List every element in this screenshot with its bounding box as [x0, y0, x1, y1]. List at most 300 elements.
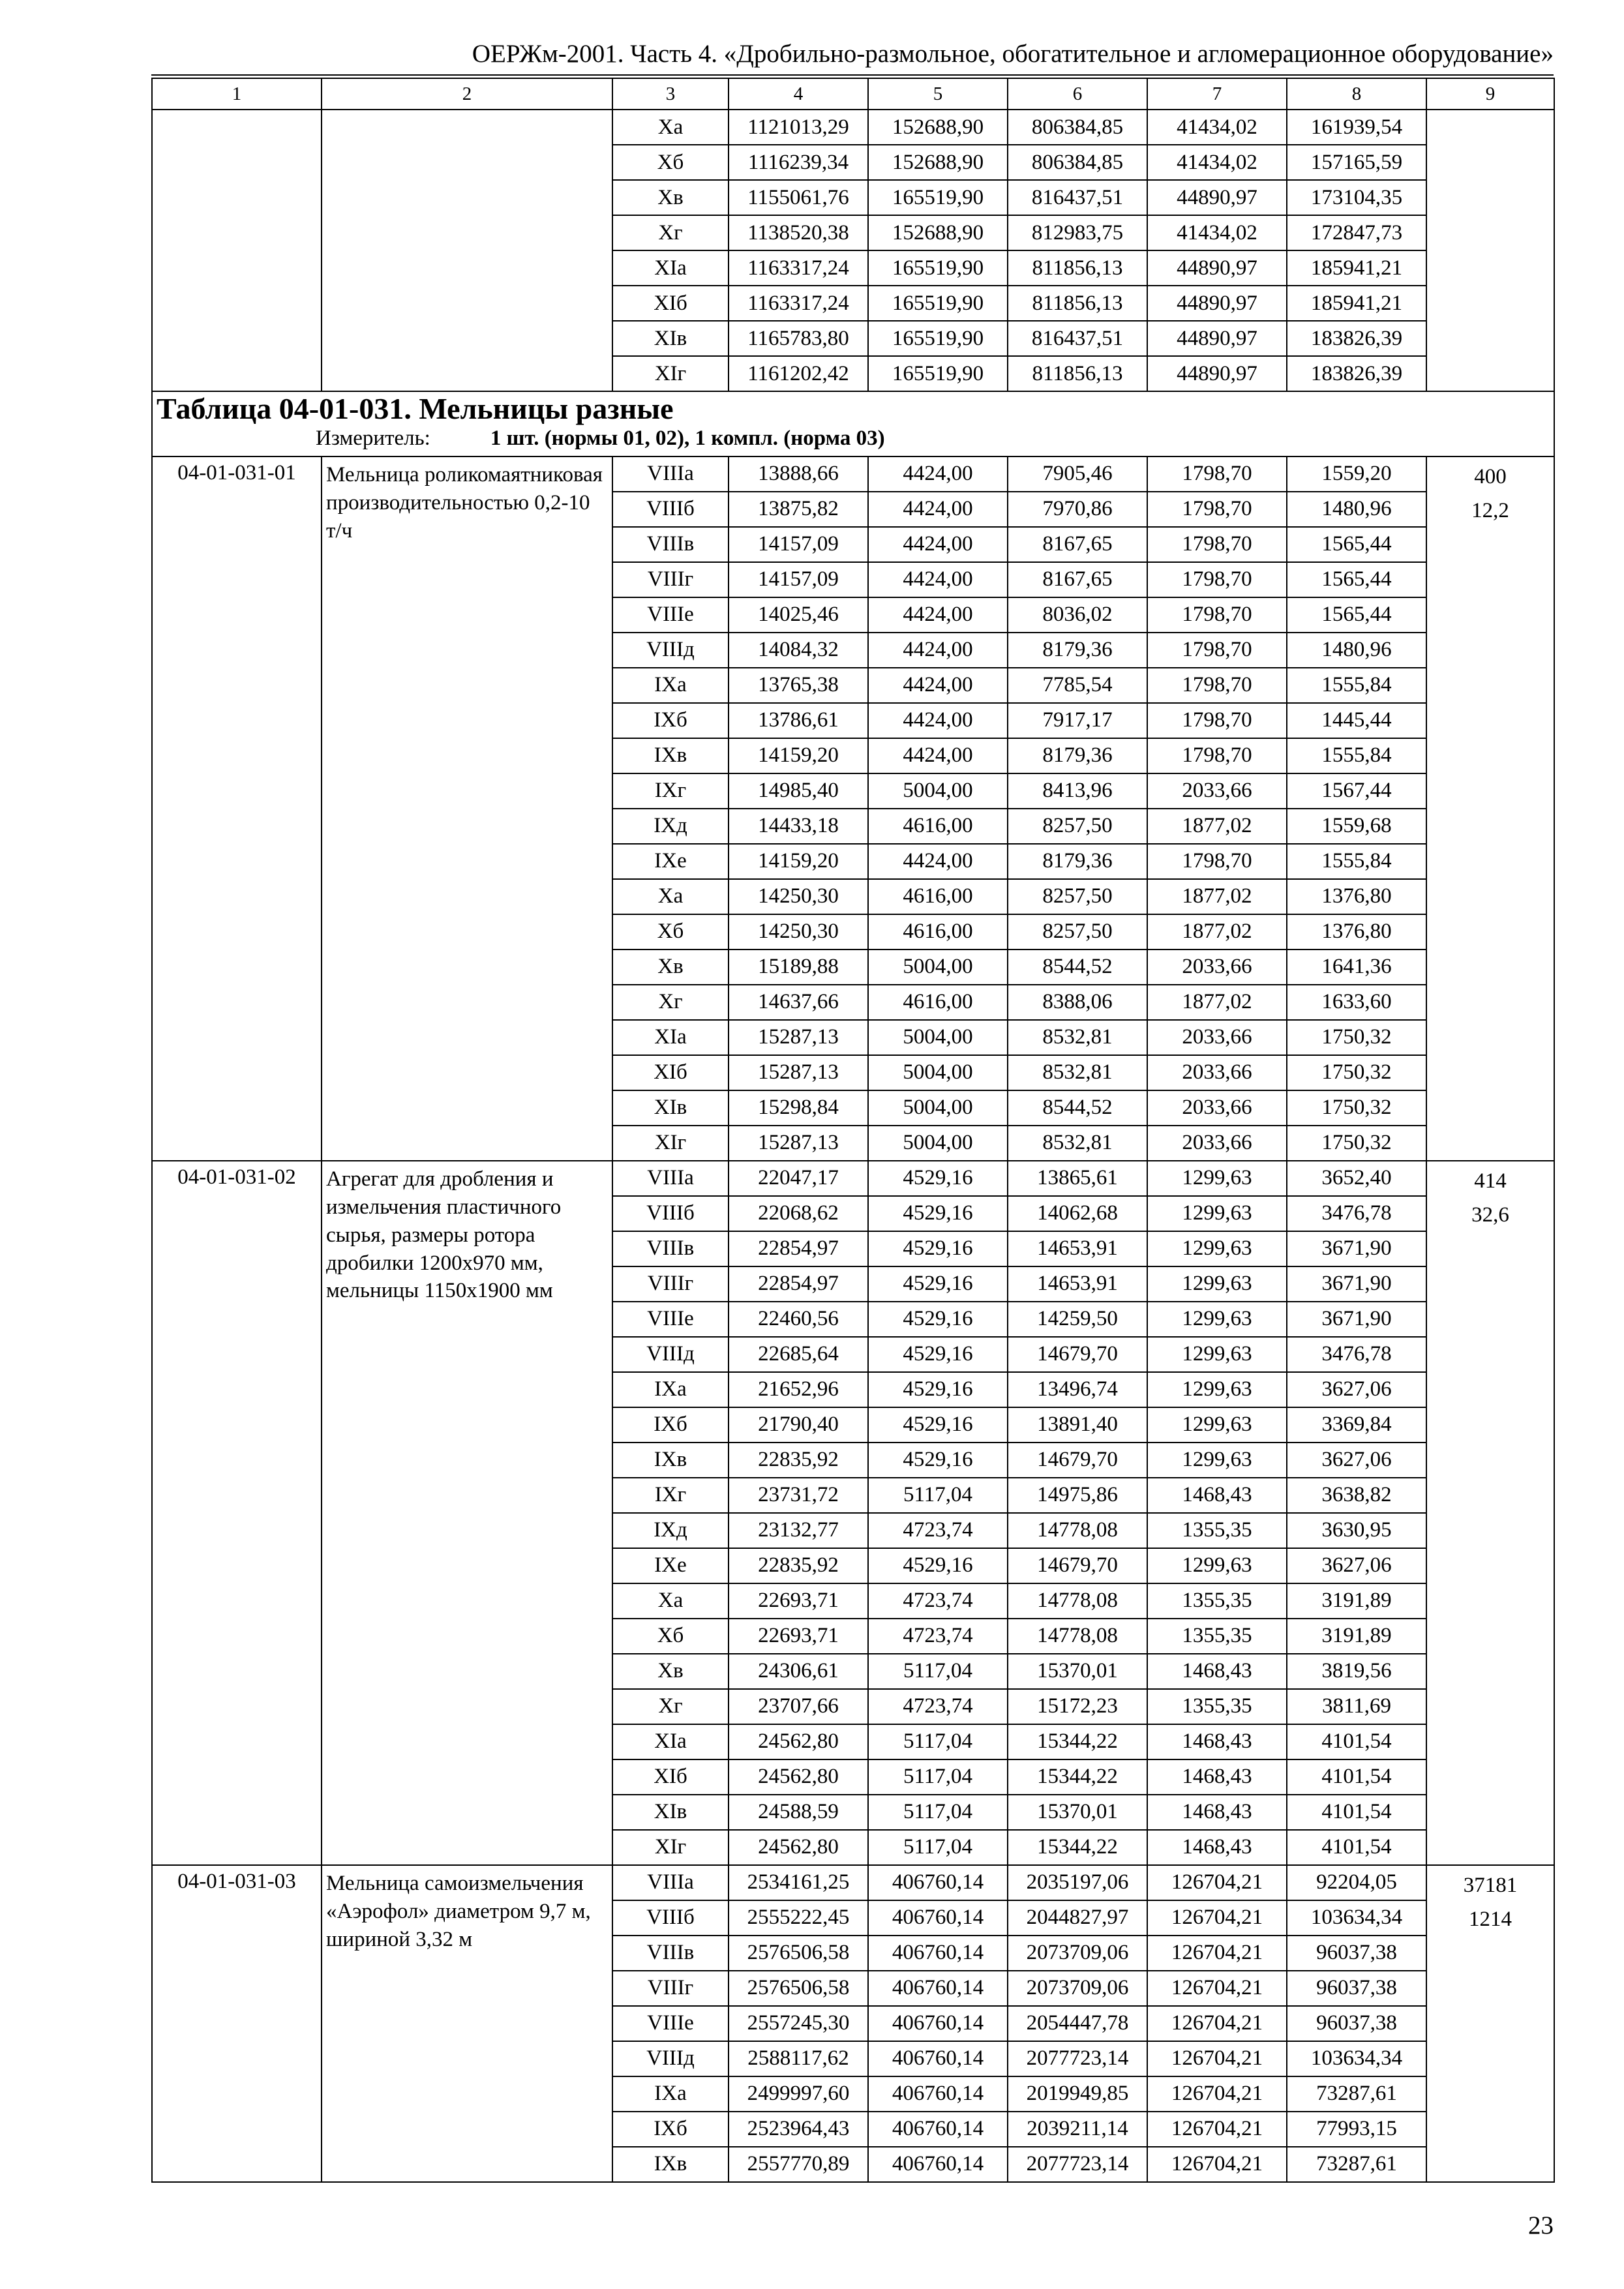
extra-value: 414	[1474, 1169, 1507, 1193]
labor-cost-cell: 406760,14	[868, 2147, 1008, 2182]
zone-cell: VIIIв	[612, 1231, 729, 1266]
operator-wage-cell: 1299,63	[1147, 1443, 1287, 1478]
labor-cost-cell: 4424,00	[868, 562, 1008, 597]
operator-wage-cell: 1798,70	[1147, 844, 1287, 879]
machine-cost-cell: 14975,86	[1008, 1478, 1147, 1513]
materials-cost-cell: 4101,54	[1287, 1795, 1426, 1830]
materials-cost-cell: 96037,38	[1287, 1936, 1426, 1971]
machine-cost-cell: 7905,46	[1008, 456, 1147, 492]
labor-cost-cell: 4424,00	[868, 492, 1008, 527]
zone-cell: IXб	[612, 2112, 729, 2147]
operator-wage-cell: 41434,02	[1147, 215, 1287, 250]
materials-cost-cell: 3476,78	[1287, 1337, 1426, 1372]
operator-wage-cell: 2033,66	[1147, 773, 1287, 809]
zone-cell: Xв	[612, 1654, 729, 1689]
labor-cost-cell: 4529,16	[868, 1407, 1008, 1443]
extra-value: 400	[1474, 464, 1507, 488]
labor-cost-cell: 406760,14	[868, 2076, 1008, 2112]
total-cost-cell: 24588,59	[729, 1795, 868, 1830]
materials-cost-cell: 1376,80	[1287, 914, 1426, 950]
total-cost-cell: 2557770,89	[729, 2147, 868, 2182]
machine-cost-cell: 8257,50	[1008, 914, 1147, 950]
code-cell: 04-01-031-01	[152, 456, 322, 1161]
operator-wage-cell: 1798,70	[1147, 597, 1287, 633]
operator-wage-cell: 44890,97	[1147, 286, 1287, 321]
labor-cost-cell: 5117,04	[868, 1759, 1008, 1795]
zone-cell: Xa	[612, 110, 729, 145]
operator-wage-cell: 1299,63	[1147, 1266, 1287, 1302]
zone-cell: Xг	[612, 215, 729, 250]
zone-cell: VIIIг	[612, 562, 729, 597]
total-cost-cell: 15189,88	[729, 950, 868, 985]
zone-cell: VIIIд	[612, 633, 729, 668]
header-title: ОЕРЖм-2001. Часть 4. «Дробильно-размольное, обогатительное и агломерационное оборудование»	[472, 40, 1554, 68]
machine-cost-cell: 14653,91	[1008, 1231, 1147, 1266]
zone-cell: XIг	[612, 1830, 729, 1865]
total-cost-cell: 22693,71	[729, 1583, 868, 1619]
code-cell: 04-01-031-02	[152, 1161, 322, 1865]
machine-cost-cell: 7785,54	[1008, 668, 1147, 703]
operator-wage-cell: 1798,70	[1147, 668, 1287, 703]
operator-wage-cell: 1355,35	[1147, 1619, 1287, 1654]
zone-cell: XIa	[612, 1020, 729, 1055]
machine-cost-cell: 2073709,06	[1008, 1936, 1147, 1971]
operator-wage-cell: 2033,66	[1147, 1126, 1287, 1161]
zone-cell: IXб	[612, 703, 729, 738]
materials-cost-cell: 4101,54	[1287, 1830, 1426, 1865]
zone-cell: XIв	[612, 1795, 729, 1830]
zone-cell: VIIIд	[612, 1337, 729, 1372]
total-cost-cell: 14025,46	[729, 597, 868, 633]
zone-cell: IXд	[612, 1513, 729, 1548]
operator-wage-cell: 126704,21	[1147, 2147, 1287, 2182]
labor-cost-cell: 4723,74	[868, 1689, 1008, 1724]
zone-cell: VIIIв	[612, 1936, 729, 1971]
total-cost-cell: 22460,56	[729, 1302, 868, 1337]
extra-value: 1214	[1469, 1907, 1512, 1931]
labor-cost-cell: 5004,00	[868, 1090, 1008, 1126]
operator-wage-cell: 126704,21	[1147, 2006, 1287, 2041]
total-cost-cell: 1155061,76	[729, 180, 868, 215]
materials-cost-cell: 1750,32	[1287, 1126, 1426, 1161]
machine-cost-cell: 7970,86	[1008, 492, 1147, 527]
operator-wage-cell: 1468,43	[1147, 1759, 1287, 1795]
materials-cost-cell: 1559,20	[1287, 456, 1426, 492]
machine-cost-cell: 2077723,14	[1008, 2041, 1147, 2076]
operator-wage-cell: 126704,21	[1147, 2112, 1287, 2147]
total-cost-cell: 24562,80	[729, 1724, 868, 1759]
machine-cost-cell: 14778,08	[1008, 1583, 1147, 1619]
materials-cost-cell: 161939,54	[1287, 110, 1426, 145]
operator-wage-cell: 1798,70	[1147, 562, 1287, 597]
zone-cell: VIIIa	[612, 1865, 729, 1900]
table-body	[152, 78, 1554, 2182]
total-cost-cell: 14157,09	[729, 562, 868, 597]
name-cell	[322, 110, 612, 391]
zone-cell: IXa	[612, 2076, 729, 2112]
zone-cell: VIIIв	[612, 527, 729, 562]
materials-cost-cell: 96037,38	[1287, 2006, 1426, 2041]
total-cost-cell: 15287,13	[729, 1055, 868, 1090]
machine-cost-cell: 14679,70	[1008, 1443, 1147, 1478]
machine-cost-cell: 806384,85	[1008, 110, 1147, 145]
total-cost-cell: 1163317,24	[729, 286, 868, 321]
machine-cost-cell: 2073709,06	[1008, 1971, 1147, 2006]
zone-cell: Xг	[612, 1689, 729, 1724]
total-cost-cell: 15298,84	[729, 1090, 868, 1126]
operator-wage-cell: 1468,43	[1147, 1654, 1287, 1689]
operator-wage-cell: 126704,21	[1147, 2076, 1287, 2112]
operator-wage-cell: 1468,43	[1147, 1478, 1287, 1513]
zone-cell: VIIIб	[612, 1900, 729, 1936]
machine-cost-cell: 811856,13	[1008, 250, 1147, 286]
machine-cost-cell: 15344,22	[1008, 1830, 1147, 1865]
labor-cost-cell: 4616,00	[868, 879, 1008, 914]
zone-cell: XIa	[612, 250, 729, 286]
total-cost-cell: 1163317,24	[729, 250, 868, 286]
total-cost-cell: 2588117,62	[729, 2041, 868, 2076]
column-number: 2	[322, 78, 612, 110]
zone-cell: Xв	[612, 180, 729, 215]
total-cost-cell: 21790,40	[729, 1407, 868, 1443]
name-cell: Мельница роликомаятниковая производительностью 0,2-10 т/ч	[322, 456, 612, 1161]
column-number: 9	[1426, 78, 1554, 110]
operator-wage-cell: 1299,63	[1147, 1302, 1287, 1337]
operator-wage-cell: 1355,35	[1147, 1513, 1287, 1548]
machine-cost-cell: 2019949,85	[1008, 2076, 1147, 2112]
operator-wage-cell: 1299,63	[1147, 1337, 1287, 1372]
labor-cost-cell: 152688,90	[868, 215, 1008, 250]
zone-cell: IXг	[612, 1478, 729, 1513]
total-cost-cell: 14157,09	[729, 527, 868, 562]
labor-cost-cell: 5004,00	[868, 1055, 1008, 1090]
total-cost-cell: 14159,20	[729, 738, 868, 773]
total-cost-cell: 13786,61	[729, 703, 868, 738]
zone-cell: VIIIб	[612, 1196, 729, 1231]
machine-cost-cell: 14778,08	[1008, 1513, 1147, 1548]
labor-cost-cell: 5004,00	[868, 773, 1008, 809]
labor-cost-cell: 4424,00	[868, 597, 1008, 633]
labor-cost-cell: 4529,16	[868, 1196, 1008, 1231]
operator-wage-cell: 2033,66	[1147, 1020, 1287, 1055]
total-cost-cell: 13765,38	[729, 668, 868, 703]
total-cost-cell: 1116239,34	[729, 145, 868, 180]
labor-cost-cell: 5117,04	[868, 1478, 1008, 1513]
materials-cost-cell: 3638,82	[1287, 1478, 1426, 1513]
operator-wage-cell: 126704,21	[1147, 2041, 1287, 2076]
total-cost-cell: 23132,77	[729, 1513, 868, 1548]
operator-wage-cell: 1468,43	[1147, 1830, 1287, 1865]
total-cost-cell: 24562,80	[729, 1759, 868, 1795]
labor-cost-cell: 406760,14	[868, 2041, 1008, 2076]
operator-wage-cell: 1468,43	[1147, 1724, 1287, 1759]
labor-cost-cell: 4616,00	[868, 914, 1008, 950]
materials-cost-cell: 183826,39	[1287, 356, 1426, 391]
materials-cost-cell: 1567,44	[1287, 773, 1426, 809]
materials-cost-cell: 3191,89	[1287, 1619, 1426, 1654]
labor-cost-cell: 165519,90	[868, 250, 1008, 286]
labor-cost-cell: 165519,90	[868, 356, 1008, 391]
labor-cost-cell: 406760,14	[868, 1900, 1008, 1936]
zone-cell: Xв	[612, 950, 729, 985]
materials-cost-cell: 1445,44	[1287, 703, 1426, 738]
machine-cost-cell: 8179,36	[1008, 844, 1147, 879]
machine-cost-cell: 816437,51	[1008, 321, 1147, 356]
operator-wage-cell: 41434,02	[1147, 145, 1287, 180]
total-cost-cell: 22854,97	[729, 1266, 868, 1302]
total-cost-cell: 14250,30	[729, 879, 868, 914]
extra-value: 32,6	[1471, 1203, 1509, 1227]
zone-cell: IXв	[612, 1443, 729, 1478]
materials-cost-cell: 3627,06	[1287, 1372, 1426, 1407]
zone-cell: Xб	[612, 914, 729, 950]
materials-cost-cell: 1555,84	[1287, 738, 1426, 773]
materials-cost-cell: 1555,84	[1287, 844, 1426, 879]
materials-cost-cell: 3476,78	[1287, 1196, 1426, 1231]
labor-cost-cell: 4424,00	[868, 456, 1008, 492]
zone-cell: VIIIг	[612, 1266, 729, 1302]
labor-cost-cell: 4723,74	[868, 1583, 1008, 1619]
zone-cell: IXв	[612, 738, 729, 773]
operator-wage-cell: 44890,97	[1147, 250, 1287, 286]
operator-wage-cell: 1798,70	[1147, 703, 1287, 738]
materials-cost-cell: 3652,40	[1287, 1161, 1426, 1196]
labor-cost-cell: 5117,04	[868, 1654, 1008, 1689]
materials-cost-cell: 173104,35	[1287, 180, 1426, 215]
labor-cost-cell: 4424,00	[868, 703, 1008, 738]
operator-wage-cell: 2033,66	[1147, 1055, 1287, 1090]
zone-cell: IXa	[612, 1372, 729, 1407]
table-row	[152, 1161, 1554, 1196]
machine-cost-cell: 14778,08	[1008, 1619, 1147, 1654]
machine-cost-cell: 806384,85	[1008, 145, 1147, 180]
machine-cost-cell: 15172,23	[1008, 1689, 1147, 1724]
unit-value: 1 шт. (нормы 01, 02), 1 компл. (норма 03)	[490, 426, 885, 450]
zone-cell: XIг	[612, 356, 729, 391]
materials-cost-cell: 1480,96	[1287, 633, 1426, 668]
table-row	[152, 1865, 1554, 1900]
zone-cell: IXб	[612, 1407, 729, 1443]
extra-cell	[1426, 456, 1554, 1161]
total-cost-cell: 1161202,42	[729, 356, 868, 391]
operator-wage-cell: 1877,02	[1147, 985, 1287, 1020]
materials-cost-cell: 3671,90	[1287, 1266, 1426, 1302]
machine-cost-cell: 2044827,97	[1008, 1900, 1147, 1936]
table-row	[152, 456, 1554, 492]
machine-cost-cell: 8532,81	[1008, 1126, 1147, 1161]
labor-cost-cell: 152688,90	[868, 110, 1008, 145]
operator-wage-cell: 126704,21	[1147, 1900, 1287, 1936]
total-cost-cell: 23731,72	[729, 1478, 868, 1513]
total-cost-cell: 13888,66	[729, 456, 868, 492]
machine-cost-cell: 8179,36	[1008, 633, 1147, 668]
machine-cost-cell: 7917,17	[1008, 703, 1147, 738]
name-cell: Мельница самоизмельчения «Аэрофол» диаметром 9,7 м, шириной 3,32 м	[322, 1865, 612, 2182]
zone-cell: VIIIa	[612, 456, 729, 492]
section-unit	[153, 428, 1554, 456]
zone-cell: Xa	[612, 1583, 729, 1619]
materials-cost-cell: 185941,21	[1287, 286, 1426, 321]
operator-wage-cell: 1299,63	[1147, 1407, 1287, 1443]
materials-cost-cell: 73287,61	[1287, 2076, 1426, 2112]
section-header-row	[152, 391, 1554, 456]
column-number: 1	[152, 78, 322, 110]
name-cell: Агрегат для дробления и измельчения пластичного сырья, размеры ротора дробилки 1200x970 мм, мельницы 1150x1900 мм	[322, 1161, 612, 1865]
machine-cost-cell: 14653,91	[1008, 1266, 1147, 1302]
total-cost-cell: 23707,66	[729, 1689, 868, 1724]
materials-cost-cell: 3627,06	[1287, 1548, 1426, 1583]
labor-cost-cell: 4529,16	[868, 1372, 1008, 1407]
materials-cost-cell: 172847,73	[1287, 215, 1426, 250]
labor-cost-cell: 5004,00	[868, 1020, 1008, 1055]
machine-cost-cell: 15370,01	[1008, 1795, 1147, 1830]
materials-cost-cell: 96037,38	[1287, 1971, 1426, 2006]
labor-cost-cell: 4424,00	[868, 668, 1008, 703]
machine-cost-cell: 8544,52	[1008, 1090, 1147, 1126]
zone-cell: XIв	[612, 321, 729, 356]
machine-cost-cell: 14679,70	[1008, 1337, 1147, 1372]
labor-cost-cell: 4616,00	[868, 809, 1008, 844]
materials-cost-cell: 157165,59	[1287, 145, 1426, 180]
machine-cost-cell: 8036,02	[1008, 597, 1147, 633]
operator-wage-cell: 1798,70	[1147, 527, 1287, 562]
zone-cell: VIIIe	[612, 2006, 729, 2041]
zone-cell: VIIIг	[612, 1971, 729, 2006]
machine-cost-cell: 2054447,78	[1008, 2006, 1147, 2041]
zone-cell: Xб	[612, 1619, 729, 1654]
zone-cell: XIг	[612, 1126, 729, 1161]
materials-cost-cell: 1555,84	[1287, 668, 1426, 703]
zone-cell: XIб	[612, 286, 729, 321]
materials-cost-cell: 3630,95	[1287, 1513, 1426, 1548]
machine-cost-cell: 2039211,14	[1008, 2112, 1147, 2147]
labor-cost-cell: 4529,16	[868, 1443, 1008, 1478]
operator-wage-cell: 2033,66	[1147, 950, 1287, 985]
unit-label: Измеритель:	[316, 426, 430, 450]
total-cost-cell: 2576506,58	[729, 1971, 868, 2006]
machine-cost-cell: 8179,36	[1008, 738, 1147, 773]
total-cost-cell: 1165783,80	[729, 321, 868, 356]
total-cost-cell: 15287,13	[729, 1020, 868, 1055]
machine-cost-cell: 8388,06	[1008, 985, 1147, 1020]
materials-cost-cell: 92204,05	[1287, 1865, 1426, 1900]
zone-cell: VIIIa	[612, 1161, 729, 1196]
operator-wage-cell: 1798,70	[1147, 456, 1287, 492]
machine-cost-cell: 811856,13	[1008, 286, 1147, 321]
total-cost-cell: 22685,64	[729, 1337, 868, 1372]
operator-wage-cell: 1355,35	[1147, 1583, 1287, 1619]
materials-cost-cell: 3671,90	[1287, 1302, 1426, 1337]
materials-cost-cell: 4101,54	[1287, 1759, 1426, 1795]
operator-wage-cell: 1299,63	[1147, 1372, 1287, 1407]
operator-wage-cell: 1355,35	[1147, 1689, 1287, 1724]
labor-cost-cell: 406760,14	[868, 1971, 1008, 2006]
machine-cost-cell: 14259,50	[1008, 1302, 1147, 1337]
extra-value: 37181	[1463, 1873, 1518, 1897]
operator-wage-cell: 126704,21	[1147, 1865, 1287, 1900]
materials-cost-cell: 1750,32	[1287, 1055, 1426, 1090]
operator-wage-cell: 1299,63	[1147, 1548, 1287, 1583]
labor-cost-cell: 406760,14	[868, 1865, 1008, 1900]
machine-cost-cell: 8532,81	[1008, 1055, 1147, 1090]
zone-cell: IXa	[612, 668, 729, 703]
extra-cell	[1426, 1865, 1554, 2182]
total-cost-cell: 24306,61	[729, 1654, 868, 1689]
total-cost-cell: 14250,30	[729, 914, 868, 950]
operator-wage-cell: 126704,21	[1147, 1971, 1287, 2006]
column-number: 6	[1008, 78, 1147, 110]
machine-cost-cell: 8532,81	[1008, 1020, 1147, 1055]
machine-cost-cell: 811856,13	[1008, 356, 1147, 391]
materials-cost-cell: 1376,80	[1287, 879, 1426, 914]
labor-cost-cell: 406760,14	[868, 2006, 1008, 2041]
machine-cost-cell: 8413,96	[1008, 773, 1147, 809]
zone-cell: IXe	[612, 1548, 729, 1583]
column-number: 8	[1287, 78, 1426, 110]
column-number: 5	[868, 78, 1008, 110]
machine-cost-cell: 2035197,06	[1008, 1865, 1147, 1900]
total-cost-cell: 1121013,29	[729, 110, 868, 145]
materials-cost-cell: 1559,68	[1287, 809, 1426, 844]
operator-wage-cell: 1877,02	[1147, 809, 1287, 844]
machine-cost-cell: 2077723,14	[1008, 2147, 1147, 2182]
materials-cost-cell: 3811,69	[1287, 1689, 1426, 1724]
machine-cost-cell: 15344,22	[1008, 1724, 1147, 1759]
labor-cost-cell: 4723,74	[868, 1619, 1008, 1654]
operator-wage-cell: 41434,02	[1147, 110, 1287, 145]
total-cost-cell: 22835,92	[729, 1443, 868, 1478]
column-number: 4	[729, 78, 868, 110]
materials-cost-cell: 3191,89	[1287, 1583, 1426, 1619]
machine-cost-cell: 8167,65	[1008, 527, 1147, 562]
machine-cost-cell: 14062,68	[1008, 1196, 1147, 1231]
machine-cost-cell: 15344,22	[1008, 1759, 1147, 1795]
labor-cost-cell: 4424,00	[868, 738, 1008, 773]
total-cost-cell: 2555222,45	[729, 1900, 868, 1936]
materials-cost-cell: 1480,96	[1287, 492, 1426, 527]
labor-cost-cell: 4424,00	[868, 633, 1008, 668]
machine-cost-cell: 816437,51	[1008, 180, 1147, 215]
materials-cost-cell: 1565,44	[1287, 597, 1426, 633]
labor-cost-cell: 4723,74	[868, 1513, 1008, 1548]
operator-wage-cell: 1798,70	[1147, 492, 1287, 527]
labor-cost-cell: 4529,16	[868, 1266, 1008, 1302]
total-cost-cell: 15287,13	[729, 1126, 868, 1161]
materials-cost-cell: 1750,32	[1287, 1090, 1426, 1126]
materials-cost-cell: 3671,90	[1287, 1231, 1426, 1266]
extra-value: 12,2	[1471, 498, 1509, 522]
total-cost-cell: 13875,82	[729, 492, 868, 527]
page-number: 23	[1528, 2211, 1554, 2239]
labor-cost-cell: 4529,16	[868, 1302, 1008, 1337]
zone-cell: Xб	[612, 145, 729, 180]
total-cost-cell: 24562,80	[729, 1830, 868, 1865]
machine-cost-cell: 8167,65	[1008, 562, 1147, 597]
materials-cost-cell: 103634,34	[1287, 1900, 1426, 1936]
section-header	[152, 391, 1554, 456]
page-header	[151, 37, 1554, 76]
machine-cost-cell: 8257,50	[1008, 879, 1147, 914]
labor-cost-cell: 165519,90	[868, 180, 1008, 215]
materials-cost-cell: 1565,44	[1287, 562, 1426, 597]
operator-wage-cell: 44890,97	[1147, 356, 1287, 391]
operator-wage-cell: 126704,21	[1147, 1936, 1287, 1971]
materials-cost-cell: 73287,61	[1287, 2147, 1426, 2182]
total-cost-cell: 1138520,38	[729, 215, 868, 250]
column-number: 7	[1147, 78, 1287, 110]
total-cost-cell: 2557245,30	[729, 2006, 868, 2041]
materials-cost-cell: 1750,32	[1287, 1020, 1426, 1055]
